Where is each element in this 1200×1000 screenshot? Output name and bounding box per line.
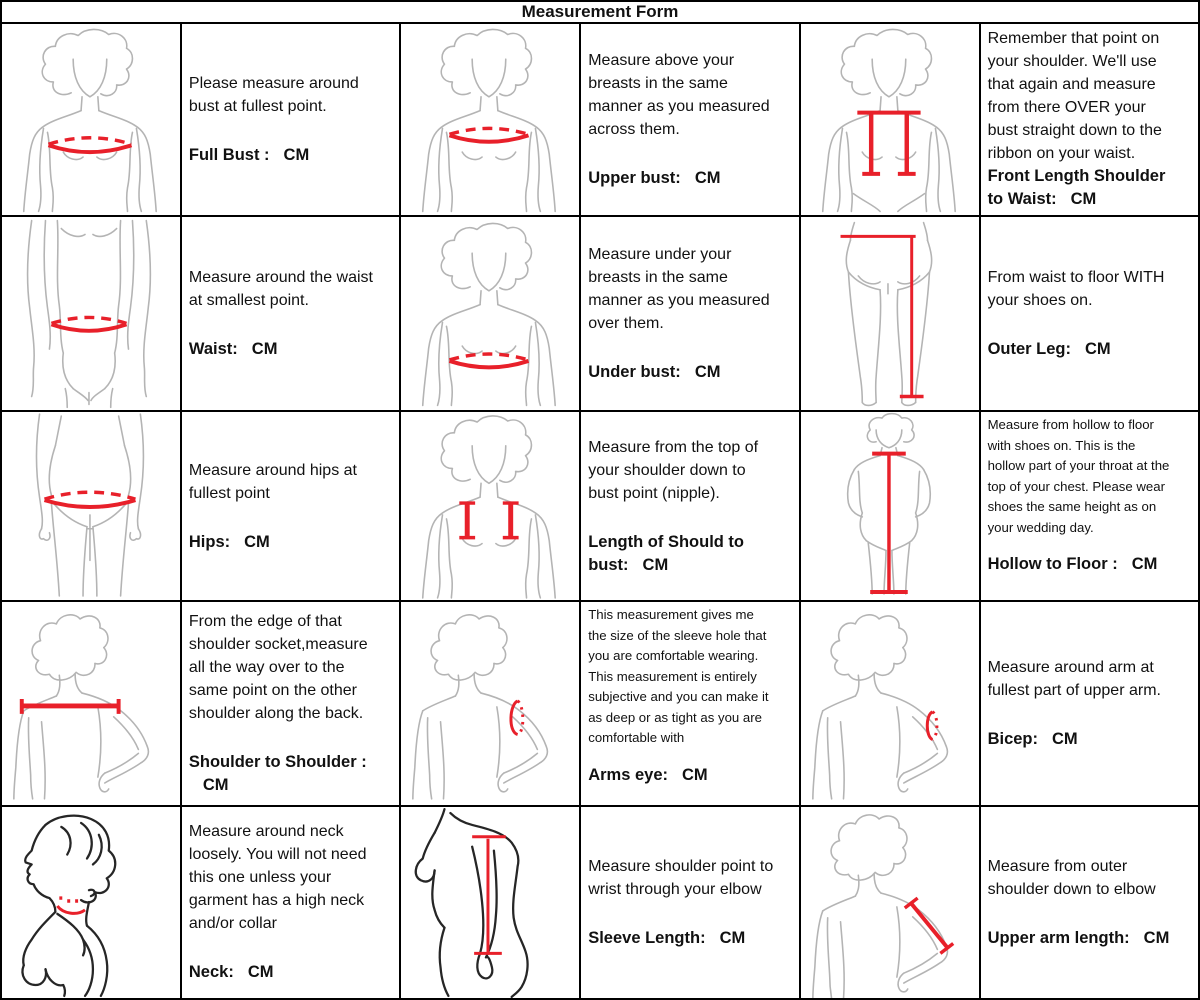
instruction-text: Measure around hips at fullest point (188, 461, 357, 502)
measurement-label: Neck: CM (189, 961, 376, 984)
unit-label: CM (694, 363, 721, 382)
instruction-text: Measure shoulder point to wrist through your elbow (588, 857, 774, 898)
instruction-text: From the edge of that shoulder socket,measure all the way over to the same point on the other shoulder along the back. (188, 613, 368, 723)
unit-label: CM (719, 928, 746, 947)
unit-label: CM (1070, 190, 1097, 208)
measurement-label: Waist: CM (189, 338, 376, 361)
upper-bust-figure (401, 24, 579, 215)
unit-label: CM (1052, 730, 1078, 749)
text-cell (182, 602, 399, 805)
figure-cell (2, 602, 180, 805)
figure-cell (2, 217, 180, 410)
text-cell (981, 412, 1198, 600)
shoulder-to-shoulder-figure (2, 602, 180, 805)
figure-cell (801, 807, 979, 998)
text-cell (581, 602, 798, 805)
text-cell (581, 807, 798, 998)
instruction-text: Measure around neck loosely. You will not need this one unless your garment has a high neck and/or collar (188, 823, 367, 933)
figure-cell (401, 602, 579, 805)
unit-label: CM (642, 555, 669, 574)
text-cell (581, 24, 798, 215)
measurement-label: Sleeve Length: CM (588, 927, 775, 950)
figure-cell (2, 24, 180, 215)
text-cell (981, 807, 1198, 998)
measurement-label: Arms eye: CM (588, 764, 775, 787)
unit-label: CM (244, 532, 270, 551)
text-cell (182, 807, 399, 998)
text-cell (581, 217, 798, 410)
figure-cell (2, 807, 180, 998)
figure-cell (401, 217, 579, 410)
measurement-label: Under bust: CM (588, 361, 775, 384)
figure-cell (2, 412, 180, 600)
figure-cell (401, 807, 579, 998)
text-cell (182, 24, 399, 215)
unit-label: CM (247, 963, 274, 982)
shoulder-to-bust-figure (401, 412, 579, 600)
measurement-label: Front Length Shoulder to Waist: CM (988, 165, 1175, 211)
figure-cell (401, 24, 579, 215)
under-bust-figure (401, 217, 579, 410)
instruction-text: Remember that point on your shoulder. We'll use that again and measure from there OVER your bust straight down to the ribbon on your waist. (987, 30, 1162, 162)
arms-eye-figure (401, 602, 579, 805)
instruction-text: This measurement gives me the size of the sleeve hole that you are comfortable wearing. This measurement is entirely subjective and you can make it as deep or as tight as you are comfortable with (588, 607, 769, 746)
instruction-text: Measure from hollow to floor with shoes on. This is the hollow part of your throat at the top of your chest. Please wear shoes the same height as on your wedding day. (987, 417, 1170, 535)
instruction-text: Measure under your breasts in the same manner as you measured over them. (588, 246, 770, 333)
unit-label: CM (1084, 340, 1111, 359)
unit-label: CM (1143, 928, 1170, 947)
text-cell (182, 412, 399, 600)
form-title-text: Measurement Form (521, 2, 679, 21)
instruction-text: Measure above your breasts in the same manner as you measured across them. (588, 52, 770, 138)
waist-figure (2, 217, 180, 410)
unit-label: CM (283, 146, 310, 164)
front-length-figure (801, 24, 979, 215)
unit-label: CM (682, 765, 708, 784)
hollow-to-floor-figure (801, 412, 979, 600)
instruction-text: Please measure around bust at fullest point. (188, 75, 359, 115)
hips-figure (2, 412, 180, 600)
figure-cell (801, 217, 979, 410)
text-cell (981, 217, 1198, 410)
measurement-label: Shoulder to Shoulder :CM (189, 751, 376, 797)
unit-label: CM (251, 340, 278, 359)
instruction-text: Measure from outer shoulder down to elbow (987, 857, 1156, 898)
measurement-label: Length of Should to bust: CM (588, 531, 775, 577)
measurement-label: Hollow to Floor : CM (988, 553, 1175, 576)
figure-cell (401, 412, 579, 600)
instruction-text: From waist to floor WITH your shoes on. (987, 269, 1165, 310)
figure-cell (801, 412, 979, 600)
outer-leg-figure (801, 217, 979, 410)
text-cell (182, 217, 399, 410)
unit-label: CM (694, 169, 721, 187)
instruction-text: Measure around the waist at smallest point. (188, 269, 373, 310)
measurement-label: Full Bust : CM (189, 144, 376, 167)
unit-label: CM (202, 776, 229, 795)
bicep-figure (801, 602, 979, 805)
form-title (2, 2, 1198, 22)
measurement-label: Hips: CM (189, 531, 376, 554)
neck-figure (2, 807, 180, 998)
text-cell (581, 412, 798, 600)
text-cell (981, 24, 1198, 215)
sleeve-length-figure (401, 807, 579, 998)
measurement-label: Upper bust: CM (588, 167, 775, 190)
measurement-label: Outer Leg: CM (988, 338, 1175, 361)
figure-cell (801, 24, 979, 215)
text-cell (981, 602, 1198, 805)
measurement-label: Upper arm length: CM (988, 927, 1175, 950)
unit-label: CM (1131, 555, 1158, 574)
upper-arm-length-figure (801, 807, 979, 998)
instruction-text: Measure from the top of your shoulder down to bust point (nipple). (588, 438, 759, 502)
instruction-text: Measure around arm at fullest part of upper arm. (987, 659, 1161, 700)
measurement-label: Bicep: CM (988, 728, 1175, 751)
full-bust-figure (2, 24, 180, 215)
figure-cell (801, 602, 979, 805)
